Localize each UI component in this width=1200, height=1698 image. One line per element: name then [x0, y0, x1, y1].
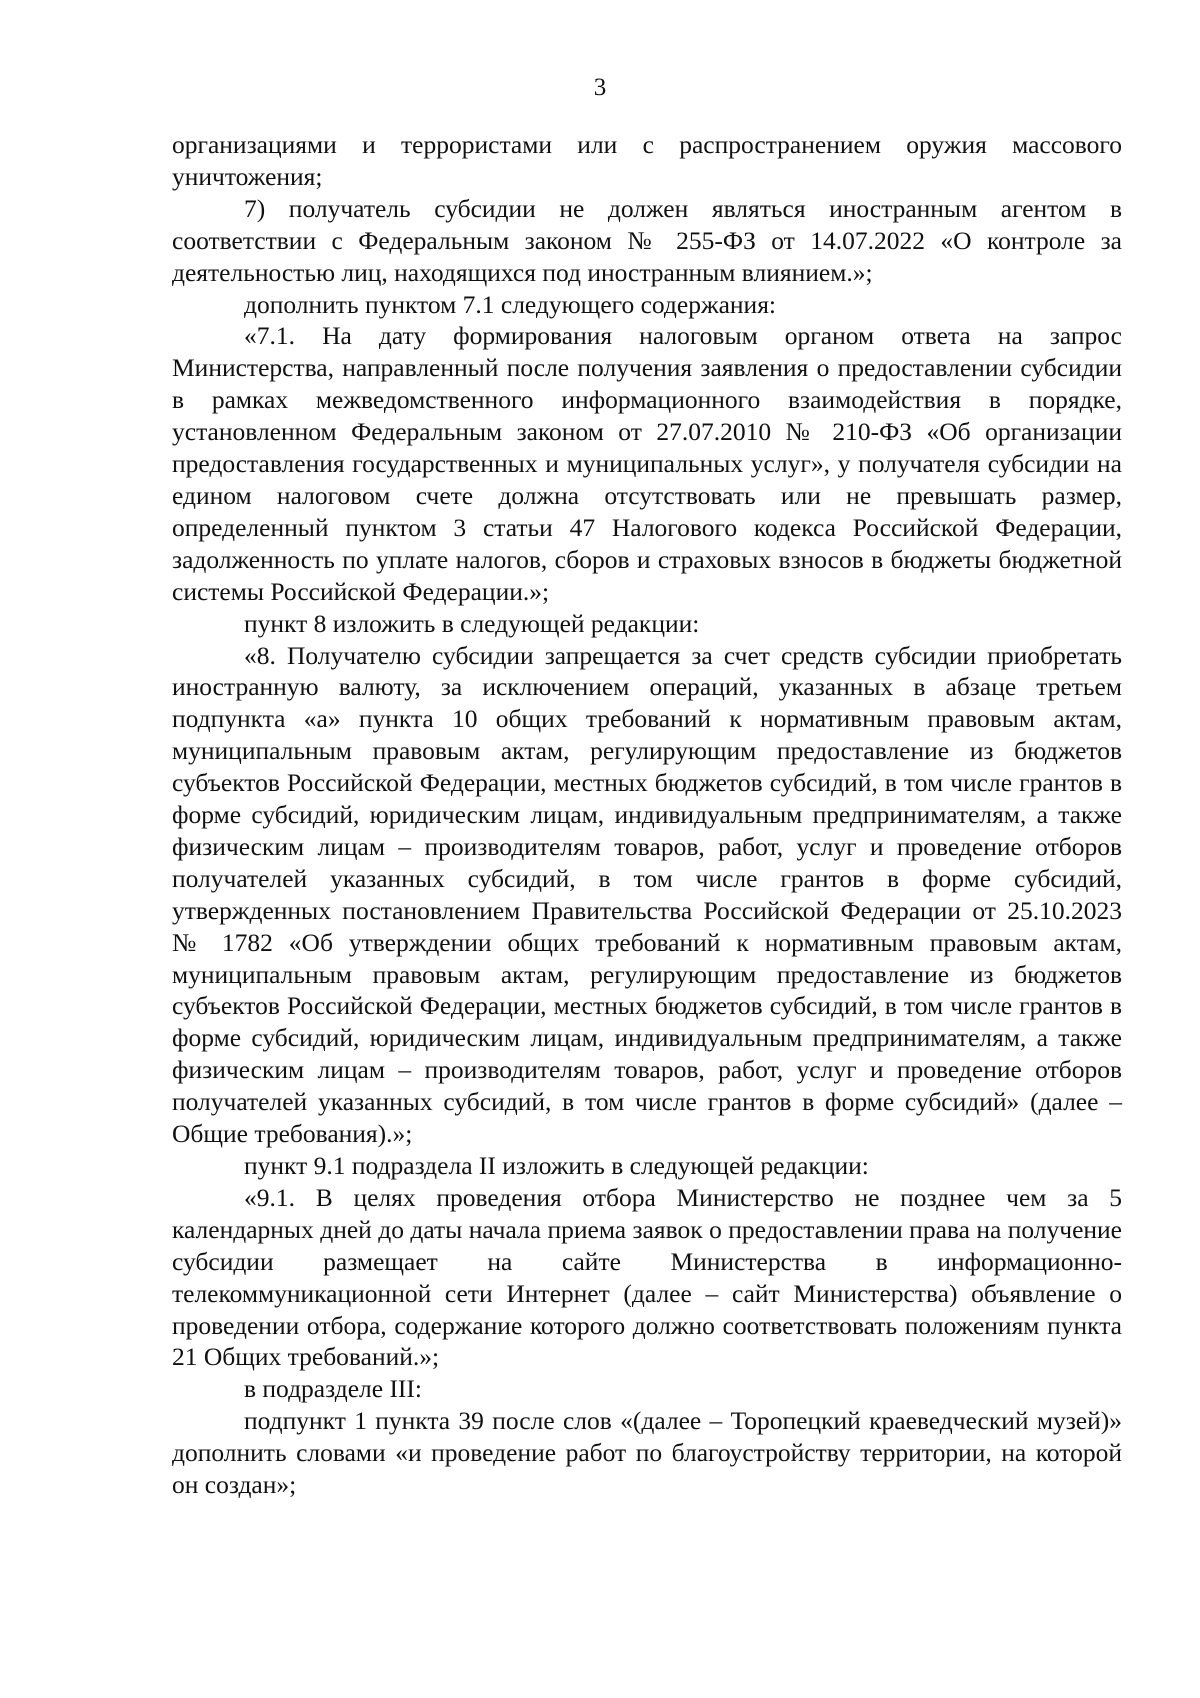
paragraph: подпункт 1 пункта 39 после слов «(далее – Торопецкий краеведческий музей)» дополнить словами «и проведение работ по благоустройству территории, на которой он создан»;	[172, 1406, 1122, 1500]
paragraph: пункт 8 изложить в следующей редакции:	[244, 608, 700, 638]
paragraph: «7.1. На дату формирования налоговым органом ответа на запрос Министерства, направленный после получения заявления о предоставлении субсидии в рамках межведомственного информационного взаимодействия в порядке, установленном Федеральным законом от 27.07.2010 № 210-ФЗ «Об организации предоставления государственных и муниципальных услуг», у получателя субсидии на едином налоговом счете должна отсутствовать или не превышать размер, определенный пунктом 3 статьи 47 Налогового кодекса Российской Федерации, задолженность по уплате налогов, сборов и страховых взносов в бюджеты бюджетной системы Российской Федерации.»;	[172, 321, 1122, 606]
paragraph: в подразделе III:	[244, 1374, 423, 1404]
paragraph: пункт 9.1 подраздела II изложить в следующей редакции:	[244, 1151, 869, 1180]
paragraph: «8. Получателю субсидии запрещается за счет средств субсидии приобретать иностранную валюту, за исключением операций, указанных в абзаце третьем подпункта «а» пункта 10 общих требований к нормативным правовым актам, муниципальным правовым актам, регулирующим предоставление из бюджетов субъектов Российской Федерации, местных бюджетов субсидий, в том числе грантов в форме субсидий, юридическим лицам, индивидуальным предпринимателям, а также физическим лицам – производителям товаров, работ, услуг и проведение отборов получателей указанных субсидий, в том числе грантов в форме субсидий, утвержденных постановлением Правительства Российской Федерации от 25.10.2023 № 1782 «Об утверждении общих требований к нормативным правовым актам, муниципальным правовым актам, регулирующим предоставление из бюджетов субъектов Российской Федерации, местных бюджетов субсидий, в том числе грантов в форме субсидий, юридическим лицам, индивидуальным предпринимателям, а также физическим лицам – производителям товаров, работ, услуг и проведение отборов получателей указанных субсидий, в том числе грантов в форме субсидий» (далее – Общие требования).»;	[172, 640, 1122, 1149]
page-number: 3	[593, 74, 607, 101]
paragraph: организациями и террористами или с распространением оружия массового уничтожения;	[172, 130, 1122, 191]
paragraph: 7) получатель субсидии не должен являться иностранным агентом в соответствии с Федеральным законом № 255-ФЗ от 14.07.2022 «О контроле за деятельностью лиц, находящихся под иностранным влиянием.»;	[172, 193, 1122, 287]
paragraph: дополнить пунктом 7.1 следующего содержания:	[244, 289, 777, 319]
paragraph: «9.1. В целях проведения отбора Министерство не позднее чем за 5 календарных дней до даты начала приема заявок о предоставлении права на получение субсидии размещает на сайте Министерства в информационно-телекоммуникационной сети Интернет (далее – сайт Министерства) объявление о проведении отбора, содержание которого должно соответствовать положениям пункта 21 Общих требований.»;	[172, 1182, 1122, 1372]
document-body	[172, 129, 1122, 1501]
